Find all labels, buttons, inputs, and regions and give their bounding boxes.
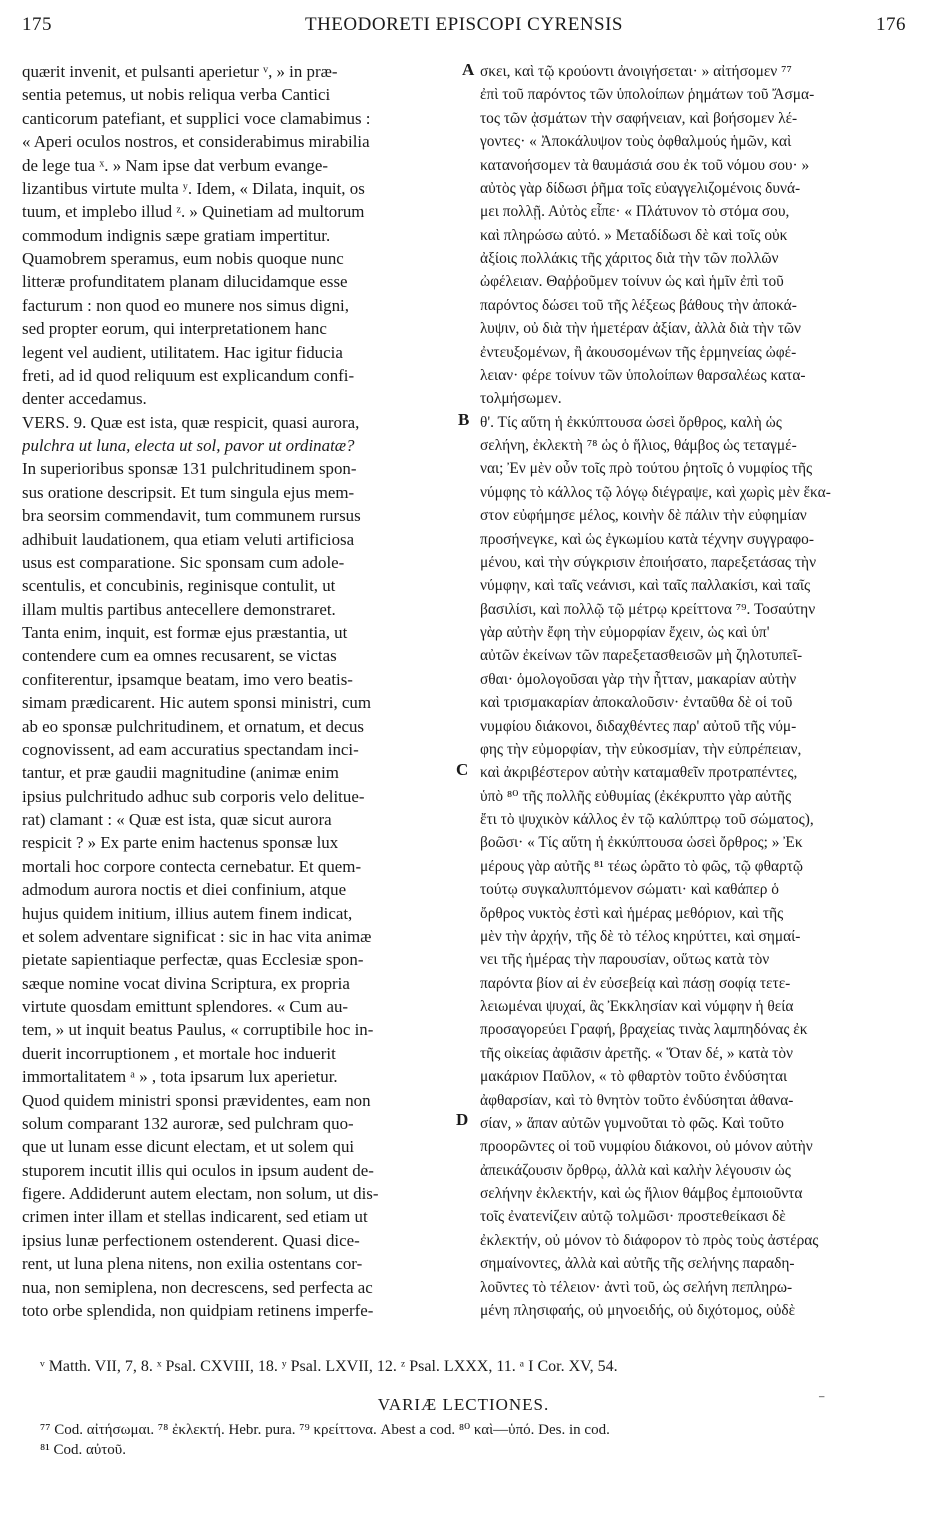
text-line: canticorum patefiant, et supplici voce clamabimus : bbox=[22, 108, 371, 128]
text-line: σελήνη, ἐκλεκτὴ ⁷⁸ ὡς ὁ ἥλιος, θάμβος ὡς τεταγμέ- bbox=[480, 437, 797, 454]
text-line: προσαγορεύει Γραφή, βραχείας τινὰς λαμπηδόνας ἐκ bbox=[480, 1021, 808, 1039]
text-line: λειωμέναι ψυχαί, ἃς Ἐκκλησίαν καὶ νύμφην ἡ θεία bbox=[480, 998, 794, 1015]
text-line: νύμφης τὸ κάλλος τῷ λόγῳ διέγραψε, καὶ χωρὶς μὲν ἕκα- bbox=[480, 483, 831, 501]
text-line: respicit ? » Ex parte enim hactenus sponsæ lux bbox=[22, 833, 339, 853]
text-line: κατανοήσομεν τὰ θαυμάσιά σου ἐκ τοῦ νόμου σου· » bbox=[480, 156, 810, 174]
text-line: σθαι· ὁμολογοῦσαι γὰρ τὴν ἧτταν, μακαρίαν αὐτὴν bbox=[480, 670, 797, 688]
text-line: commodum indignis sæpe gratiam impertitur. bbox=[22, 225, 331, 245]
text-line: stuporem incutit illis qui oculos in ipsum audent de- bbox=[22, 1160, 374, 1180]
text-line: τος τῶν ᾀσμάτων τὴν σαφήνειαν, καὶ βοήσομεν λέ- bbox=[480, 109, 798, 127]
text-line: λυψιν, οὐ διὰ τὴν ἡμετέραν ἀξίαν, ἀλλὰ διὰ τὴν τῶν bbox=[480, 320, 802, 338]
text-line: νύμφην, καὶ ταῖς νεάνισι, καὶ ταῖς παλλακίσι, καὶ ταῖς bbox=[480, 577, 811, 595]
text-line: bra seorsim commendavit, tum communem rursus bbox=[22, 506, 361, 526]
text-line: αὐτῶν ἐκείνων τῶν παρεξετασθεισῶν μὴ ζηλοτυπεῖ- bbox=[480, 647, 803, 665]
text-line: lizantibus virtute multa ʸ. Idem, « Dilata, inquit, os bbox=[22, 178, 365, 198]
text-line: sus oratione descripsit. Et tum singula ejus mem- bbox=[22, 482, 355, 502]
text-line: tem, » ut inquit beatus Paulus, « corruptibile hoc in- bbox=[22, 1020, 374, 1040]
running-title: THEODORETI EPISCOPI CYRENSIS bbox=[304, 14, 624, 35]
text-line: admodum aurora noctis et diei confinium, atque bbox=[22, 880, 347, 900]
varia-lectiones bbox=[40, 1420, 906, 1460]
text-line: « Aperi oculos nostros, et considerabimus mirabilia bbox=[22, 132, 370, 152]
text-line: contendere cum ea omnes recusarent, se victas bbox=[22, 646, 337, 666]
page-number-right: 176 bbox=[876, 14, 906, 35]
margin-marker-d: D bbox=[456, 1110, 469, 1129]
text-line: ἔτι τὸ ψυχικὸν κάλλος ἐν τῷ καλύπτρῳ τοῦ σώματος), bbox=[480, 811, 814, 828]
text-line: solum comparant 132 auroræ, sed pulchram quo- bbox=[22, 1113, 354, 1133]
text-line: ἐντευξομένων, ἢ ἀκουσομένων τῆς ἑρμηνείας ὠφέ- bbox=[480, 343, 797, 361]
text-line: usus est comparatione. Sic sponsam cum adole- bbox=[22, 552, 345, 572]
text-line: γὰρ αὐτὴν ἔφη τὴν εὐμορφίαν ἔχειν, ὡς καὶ ὑπ' bbox=[480, 624, 770, 641]
text-line: ἐκλεκτήν, οὐ μόνον τὸ διάφορον τὸ πρὸς τοὺς ἀστέρας bbox=[480, 1231, 819, 1249]
text-line: adhibuit laudationem, qua etiam veluti artificiosa bbox=[22, 529, 355, 549]
text-line: sentia petemus, ut nobis reliqua verba Cantici bbox=[22, 85, 331, 105]
varia-line: ⁸¹ Cod. αὐτοῦ. bbox=[40, 1442, 126, 1458]
text-line: ἀπεικάζουσιν ὄρθρῳ, ἀλλὰ καὶ καλὴν λέγουσιν ὡς bbox=[480, 1161, 791, 1179]
text-line: facturum : non quod eo munere nos simus digni, bbox=[22, 295, 349, 315]
text-line: τούτῳ συγκαλυπτόμενον σώματι· καὶ καθάπερ ὁ bbox=[480, 881, 779, 899]
text-line: λοῦντες τὸ τέλειον· ἀντὶ τοῦ, ὡς σελήνη πεπληρω- bbox=[480, 1278, 793, 1296]
ornament-dash: ⁻ bbox=[818, 1393, 826, 1408]
text-line: μέρους γὰρ αὐτῆς ⁸¹ τέως ὡρᾶτο τὸ φῶς, τῷ φθαρτῷ bbox=[480, 857, 804, 875]
margin-marker-c: C bbox=[456, 760, 469, 779]
text-line: φης τὴν εὐμορφίαν, τὴν εὐκοσμίαν, τὴν εὐπρέπειαν, bbox=[480, 740, 802, 758]
text-line: VERS. 9. Quæ est ista, quæ respicit, quasi aurora, bbox=[22, 412, 360, 432]
margin-marker-a: A bbox=[462, 60, 475, 79]
text-line: ipsius pulchritudo adhuc sub corporis velo delitue- bbox=[22, 786, 365, 806]
text-line: θ'. Τίς αὕτη ἡ ἐκκύπτουσα ὡσεὶ ὄρθρος, καλὴ ὡς bbox=[480, 413, 782, 431]
text-line: virtute quosdam emittunt splendores. « Cum au- bbox=[22, 997, 349, 1016]
text-line: rent, ut luna plena nitens, non exilia ostentans cor- bbox=[22, 1254, 363, 1274]
text-line: βοῶσι· « Τίς αὕτη ἡ ἐκκύπτουσα ὡσεὶ ὄρθρος; » Ἐκ bbox=[480, 834, 803, 852]
text-line: σκει, καὶ τῷ κρούοντι ἀνοιγήσεται· » αἰτήσομεν ⁷⁷ bbox=[480, 63, 792, 80]
text-line: confiterentur, ipsamque beatam, imo vero beatis- bbox=[22, 669, 353, 689]
text-line: sed propter eorum, qui interpretationem hanc bbox=[22, 319, 327, 339]
text-line: illam multis partibus antecellere demonstraret. bbox=[22, 599, 336, 619]
text-line: scentulis, et concubinis, reginisque contulit, ut bbox=[22, 576, 336, 596]
text-line: ab eo sponsæ pulchritudinem, et ornatum, et decus bbox=[22, 716, 364, 736]
page-number-left: 175 bbox=[22, 14, 52, 35]
text-line: tuum, et implebo illud ᶻ. » Quinetiam ad multorum bbox=[22, 202, 365, 222]
text-line: προσήνεγκε, καὶ ὡς ἐγκωμίου κατὰ τέχνην συγγραφο- bbox=[480, 530, 814, 548]
text-line: τολμήσωμεν. bbox=[480, 390, 562, 408]
text-line: pietate sapientiaque perfectæ, quas Ecclesiæ spon- bbox=[22, 950, 364, 970]
text-line: et solem adventare significat : sic in hac vita animæ bbox=[22, 926, 372, 946]
text-line: νει τῆς ἡμέρας τὴν παρουσίαν, οὕτως κατὰ τὸν bbox=[480, 951, 770, 969]
text-line: duerit incorruptionem , et mortale hoc induerit bbox=[22, 1043, 336, 1063]
text-line: καὶ τρισμακαρίαν ἀποκαλοῦσιν· ἐνταῦθα δὲ οἱ τοῦ bbox=[480, 694, 793, 712]
text-line: προορῶντες οἱ τοῦ νυμφίου διάκονοι, οὐ μόνον αὐτὴν bbox=[480, 1138, 813, 1156]
text-line: σελήνην ἐκλεκτήν, καὶ ὡς ἥλιον θάμβος ἐμποιοῦντα bbox=[480, 1185, 803, 1202]
varia-line: ⁷⁷ Cod. αἰτήσωμαι. ⁷⁸ ἐκλεκτή. Hebr. pura. ⁷⁹ κρείττονα. Abest a cod. ⁸⁰ καὶ—ὑπό. Des. in cod. bbox=[40, 1422, 610, 1438]
text-line: nua, non semiplena, non decrescens, sed perfecta ac bbox=[22, 1277, 373, 1297]
text-line: rat) clamant : « Quæ est ista, quæ sicut aurora bbox=[22, 810, 332, 829]
text-line: hujus quidem initium, illius autem finem indicat, bbox=[22, 903, 353, 923]
text-line: γοντες· « Ἀποκάλυψον τοὺς ὀφθαλμούς ἡμῶν, καὶ bbox=[480, 133, 792, 151]
text-line: Quamobrem speramus, eum nobis quoque nunc bbox=[22, 249, 344, 268]
text-line: καὶ ἀκριβέστερον αὐτὴν καταμαθεῖν προτραπέντες, bbox=[480, 764, 798, 782]
text-line: toto orbe splendida, non quidpiam retinens imperfe- bbox=[22, 1300, 374, 1320]
text-line: tantur, et præ gaudii magnitudine (animæ enim bbox=[22, 763, 339, 783]
text-line: litteræ profunditatem planam dilucidamque esse bbox=[22, 272, 348, 292]
text-line: τοῖς ἐνατενίζειν αὐτῷ τολμῶσι· προστεθείκασι δὲ bbox=[480, 1208, 786, 1226]
text-line: καὶ πληρώσω αὐτό. » Μεταδίδωσι δὲ καὶ τοῖς οὐκ bbox=[480, 226, 788, 244]
text-line: legent vel audient, utilitatem. Hac igitur fiducia bbox=[22, 342, 343, 362]
text-line: quærit invenit, et pulsanti aperietur ᵛ, » in præ- bbox=[22, 62, 338, 81]
scripture-footnotes: ᵛ Matth. VII, 7, 8. ˣ Psal. CXVIII, 18. ʸ Psal. LXVII, 12. ᶻ Psal. LXXX, 11. ᵃ I Cor. XV, 54. bbox=[40, 1358, 618, 1375]
text-line: crimen inter illam et stellas indicarent, sed etiam ut bbox=[22, 1207, 368, 1227]
text-line: Tanta enim, inquit, est formæ ejus præstantia, ut bbox=[22, 623, 348, 642]
text-line: σημαίνοντες, ἀλλὰ καὶ αὐτῆς τῆς σελήνης παραδη- bbox=[480, 1255, 795, 1273]
text-line: que ut lunam esse dicunt electam, et ut solem qui bbox=[22, 1137, 355, 1157]
varia-lectiones-heading: VARIÆ LECTIONES. bbox=[377, 1395, 550, 1414]
text-line: μει πολλῇ. Αὐτὸς εἶπε· « Πλάτυνον τὸ στόμα σου, bbox=[480, 203, 790, 221]
text-line: cognovissent, ad eam accuratius spectandam inci- bbox=[22, 739, 359, 759]
text-line: ἀξίοις πολλάκις τῆς χάριτος διὰ τὴν τῶν πολλῶν bbox=[480, 250, 779, 267]
text-line: ὄρθρος νυκτὸς ἐστὶ καὶ ἡμέρας μεθόριον, καὶ τῆς bbox=[480, 904, 784, 922]
text-line: sæque nomine vocat divina Scriptura, ex propria bbox=[22, 973, 350, 993]
text-line: μένου, καὶ τὴν σύγκρισιν ἐποιήσατο, παρεξετάσας τὴν bbox=[480, 553, 817, 571]
text-line: μακάριον Παῦλον, « τὸ φθαρτὸν τοῦτο ἐνδύσηται bbox=[480, 1068, 788, 1086]
text-line: ἐπὶ τοῦ παρόντος τῶν ὑπολοίπων ῥημάτων τοῦ Ἄσμα- bbox=[480, 86, 815, 104]
text-line: μὲν τὴν ἀρχήν, τῆς δὲ τὸ τέλος κηρύττει, καὶ σημαί- bbox=[480, 927, 801, 945]
text-line: mortali hoc corpore contecta cernebatur. Et quem- bbox=[22, 856, 362, 876]
text-line: ipsius lunæ perfectionem ostenderent. Quasi dice- bbox=[22, 1230, 360, 1250]
text-line: ὑπὸ ⁸⁰ τῆς πολλῆς εὐθυμίας (ἐκέκρυπτο γὰρ αὐτῆς bbox=[480, 787, 792, 805]
text-line: immortalitatem ᵃ » , tota ipsarum lux aperietur. bbox=[22, 1067, 338, 1087]
text-line: παρόντος δώσει τοῦ τῆς λέξεως βάθους τὴν ἀποκά- bbox=[480, 296, 797, 314]
page-header bbox=[22, 14, 906, 42]
text-line: στον εὐφήμησε μέλος, κοινὴν δὲ πάλιν τὴν εὐφημίαν bbox=[480, 507, 807, 525]
text-line: Quod quidem ministri sponsi prævidentes, eam non bbox=[22, 1090, 371, 1110]
margin-marker-b: B bbox=[458, 410, 470, 429]
text-line: νυμφίου διάκονοι, διδαχθέντες παρ' αὐτοῦ τῆς νύμ- bbox=[480, 717, 797, 735]
text-line: τῆς οἰκείας ἀφιᾶσιν ἀρετῆς. « Ὅταν δέ, » κατὰ τὸν bbox=[480, 1044, 793, 1062]
latin-column bbox=[22, 60, 464, 1350]
text-line: σίαν, » ἅπαν αὐτῶν γυμνοῦται τὸ φῶς. Καὶ τοῦτο bbox=[480, 1114, 784, 1132]
text-line: ἀφθαρσίαν, καὶ τὸ θνητὸν τοῦτο ἐνδύσηται ἀθανα- bbox=[480, 1091, 794, 1109]
text-line: denter accedamus. bbox=[22, 389, 147, 409]
text-line: βασιλίσι, καὶ πολλῷ τῷ μέτρῳ κρείττονα ⁷⁹. Τοσαύτην bbox=[480, 600, 816, 618]
text-line: λειαν· φέρε τοίνυν τῶν ὑπολοίπων θαρσαλέως κατα- bbox=[480, 366, 806, 384]
text-line: ναι; Ἐν μὲν οὖν τοῖς πρὸ τούτου ῥητοῖς ὁ νυμφίος τῆς bbox=[480, 460, 813, 478]
text-line: simam prædicarent. Hic autem sponsi ministri, cum bbox=[22, 693, 372, 713]
text-line: αὐτὸς γὰρ δίδωσι ῥῆμα τοῖς εὐαγγελιζομένοις δυνά- bbox=[480, 179, 801, 197]
text-line: figere. Addiderunt autem electam, non solum, ut dis- bbox=[22, 1184, 379, 1203]
text-line: pulchra ut luna, electa ut sol, pavor ut ordinatæ? bbox=[22, 436, 355, 455]
text-line: ὠφέλειαν. Θαῤῥοῦμεν τοίνυν ὡς καὶ ἡμῖν ἐπὶ τοῦ bbox=[480, 273, 784, 291]
text-line: In superioribus sponsæ 131 pulchritudinem spon- bbox=[22, 459, 357, 479]
text-line: μένη πλησιφαής, οὐ μηνοειδής, οὐ διχότομος, οὐδὲ bbox=[480, 1301, 796, 1319]
text-line: freti, ad id quod reliquum est explicandum confi- bbox=[22, 365, 355, 385]
text-line: de lege tua ˣ. » Nam ipse dat verbum evange- bbox=[22, 155, 328, 175]
text-line: παρόντα βίον αἱ ἐν εὐσεβείᾳ καὶ πάσῃ σοφίᾳ τετε- bbox=[480, 974, 791, 992]
greek-column bbox=[480, 60, 906, 1350]
